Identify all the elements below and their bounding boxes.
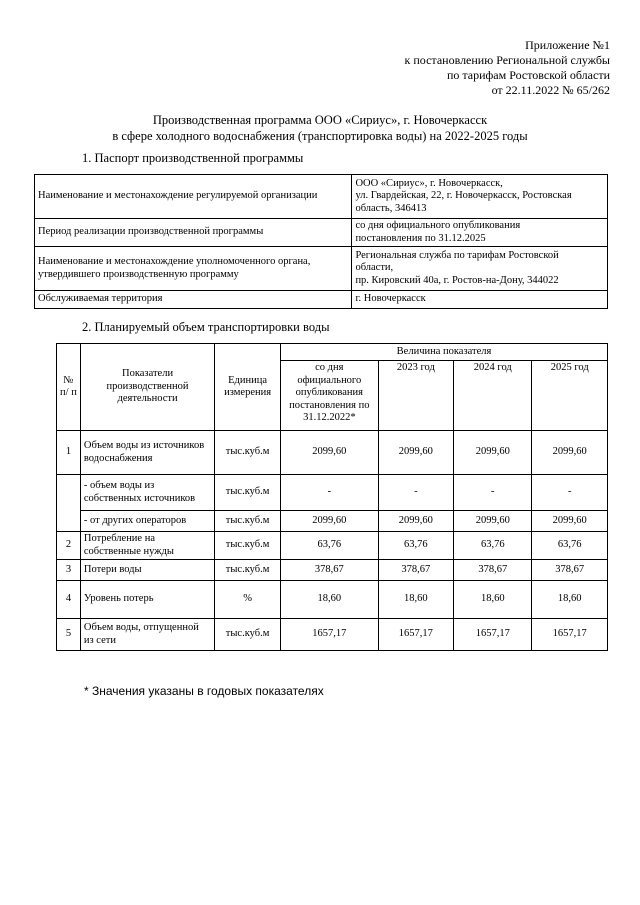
section2-heading: 2. Планируемый объем транспортировки воды — [82, 320, 330, 334]
value-2025: - — [532, 475, 608, 511]
passport-label: Период реализации производственной программы — [35, 219, 352, 247]
volume-row — [57, 581, 608, 619]
value-period1: 378,67 — [281, 560, 379, 581]
col-header-unit: Единица измерения — [215, 344, 281, 431]
row-indicator: Потребление на собственные нужды — [80, 532, 214, 560]
value-period1: 2099,60 — [281, 431, 379, 475]
value-period1: 2099,60 — [281, 511, 379, 532]
row-number: 2 — [57, 532, 81, 560]
passport-value-line: постановления по 31.12.2025 — [355, 232, 486, 244]
header-line-appendix: Приложение №1 — [525, 38, 610, 52]
passport-value-line: ул. Гвардейская, 22, г. Новочеркасск, Ростовская — [355, 190, 572, 202]
volume-row — [57, 619, 608, 651]
col-header-value-group: Величина показателя — [281, 344, 608, 361]
passport-table — [34, 174, 608, 309]
row-unit: % — [215, 581, 281, 619]
row-indicator: Объем воды, отпущенной из сети — [80, 619, 214, 651]
passport-value-line: г. Новочеркасск — [355, 293, 426, 305]
value-2023: 1657,17 — [378, 619, 453, 651]
title-line-2: в сфере холодного водоснабжения (транспортировка воды) на 2022-2025 годы — [112, 129, 528, 143]
value-2024: 63,76 — [454, 532, 532, 560]
row-number: 3 — [57, 560, 81, 581]
value-2025: 63,76 — [532, 532, 608, 560]
passport-value — [352, 175, 608, 219]
passport-label: Наименование и местонахождение регулируемой организации — [35, 175, 352, 219]
row-unit: тыс.куб.м — [215, 475, 281, 511]
value-period1: 18,60 — [281, 581, 379, 619]
row-number — [57, 475, 81, 532]
row-number: 5 — [57, 619, 81, 651]
title-line-1: Производственная программа ООО «Сириус», г. Новочеркасск — [152, 113, 488, 127]
passport-value-line: области, — [355, 262, 394, 274]
header-line-resolution: к постановлению Региональной службы — [404, 53, 610, 67]
row-number: 1 — [57, 431, 81, 475]
volume-row — [57, 511, 608, 532]
volume-body — [57, 431, 608, 651]
passport-row — [35, 175, 608, 219]
col-header-2025: 2025 год — [532, 361, 608, 431]
row-indicator: Уровень потерь — [80, 581, 214, 619]
row-number: 4 — [57, 581, 81, 619]
col-header-2023: 2023 год — [378, 361, 453, 431]
row-unit: тыс.куб.м — [215, 619, 281, 651]
passport-value-line: пр. Кировский 40а, г. Ростов-на-Дону, 344022 — [355, 274, 559, 286]
row-indicator: - объем воды из собственных источников — [80, 475, 214, 511]
passport-value-line: со дня официального опубликования — [355, 220, 521, 231]
row-unit: тыс.куб.м — [215, 431, 281, 475]
value-2025: 1657,17 — [532, 619, 608, 651]
row-unit: тыс.куб.м — [215, 511, 281, 532]
passport-row — [35, 247, 608, 291]
row-unit: тыс.куб.м — [215, 532, 281, 560]
row-indicator: - от других операторов — [80, 511, 214, 532]
passport-row — [35, 219, 608, 247]
value-2023: 63,76 — [378, 532, 453, 560]
passport-label: Обслуживаемая территория — [35, 291, 352, 309]
value-2025: 18,60 — [532, 581, 608, 619]
passport-value — [352, 247, 608, 291]
passport-value — [352, 219, 608, 247]
value-2023: 2099,60 — [378, 511, 453, 532]
value-2024: 378,67 — [454, 560, 532, 581]
value-2023: 18,60 — [378, 581, 453, 619]
passport-label: Наименование и местонахождение уполномоченного органа, утвердившего производственную программу — [35, 247, 352, 291]
value-2025: 2099,60 — [532, 511, 608, 532]
value-2024: 18,60 — [454, 581, 532, 619]
passport-body — [35, 175, 608, 309]
volume-table — [56, 343, 608, 651]
value-2024: 2099,60 — [454, 431, 532, 475]
value-period1: 63,76 — [281, 532, 379, 560]
header-line-region: по тарифам Ростовской области — [446, 68, 610, 82]
row-indicator: Объем воды из источников водоснабжения — [80, 431, 214, 475]
volume-row — [57, 532, 608, 560]
header-line-date: от 22.11.2022 № 65/262 — [491, 83, 610, 97]
passport-value-line: Региональная служба по тарифам Ростовской — [355, 249, 559, 261]
value-2023: 2099,60 — [378, 431, 453, 475]
document-title — [0, 112, 640, 144]
section1-heading: 1. Паспорт производственной программы — [82, 151, 304, 165]
passport-value-line: ООО «Сириус», г. Новочеркасск, — [355, 177, 503, 189]
volume-row — [57, 560, 608, 581]
footnote: * Значения указаны в годовых показателях — [84, 684, 324, 698]
value-2024: - — [454, 475, 532, 511]
value-2025: 2099,60 — [532, 431, 608, 475]
document-header — [405, 38, 610, 98]
value-2024: 1657,17 — [454, 619, 532, 651]
col-header-num: № п/ п — [57, 344, 81, 431]
value-2025: 378,67 — [532, 560, 608, 581]
passport-value-line: область, 346413 — [355, 202, 427, 214]
volume-row — [57, 475, 608, 511]
volume-row — [57, 431, 608, 475]
value-period1: 1657,17 — [281, 619, 379, 651]
passport-row — [35, 291, 608, 309]
col-header-indicator: Показатели производственной деятельности — [80, 344, 214, 431]
col-header-period1: со дня официального опубликования постановления по 31.12.2022* — [281, 361, 379, 431]
col-header-2024: 2024 год — [454, 361, 532, 431]
value-2024: 2099,60 — [454, 511, 532, 532]
passport-value — [352, 291, 608, 309]
row-unit: тыс.куб.м — [215, 560, 281, 581]
row-indicator: Потери воды — [80, 560, 214, 581]
value-2023: 378,67 — [378, 560, 453, 581]
value-2023: - — [378, 475, 453, 511]
value-period1: - — [281, 475, 379, 511]
